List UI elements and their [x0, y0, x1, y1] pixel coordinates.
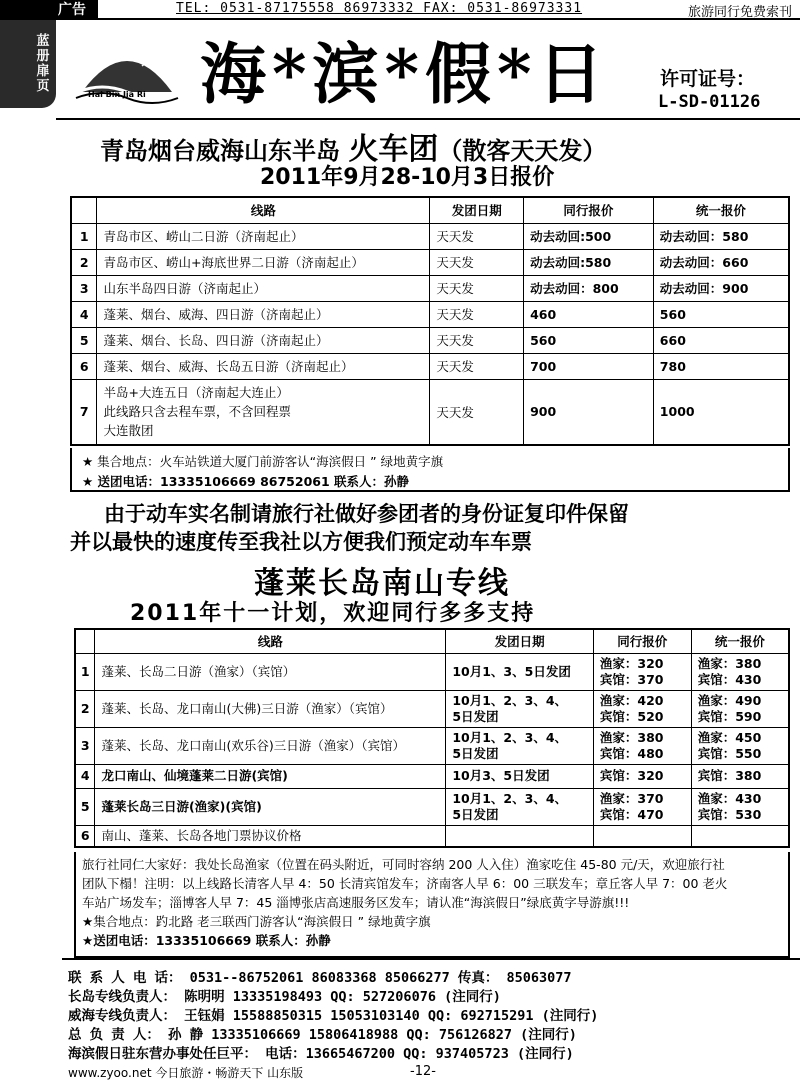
train-tour-footer [70, 448, 790, 492]
page-number: -12- [410, 1064, 436, 1079]
company-logo [72, 40, 182, 110]
divider [62, 958, 800, 960]
table-row: 2 蓬莱、长岛、龙口南山(大佛)三日游（渔家）（宾馆） 10月1、2、3、4、 5日发团 渔家：420 宾馆：520 渔家：490 宾馆：590 [75, 690, 789, 727]
ad-tag: 广告 [0, 0, 98, 20]
contact-row: 海滨假日驻东营办事处任巨平： 电话：13665467200 QQ: 937405723 (注同行) [68, 1046, 574, 1062]
top-bar [0, 0, 800, 20]
section2-heading: 蓬莱长岛南山专线 [254, 566, 510, 601]
contact-row: 总 负 责 人： 孙 静 13335106669 15806418988 QQ: 756126827 (注同行) [68, 1027, 577, 1043]
id-card-notice: 由于动车实名制请旅行社做好参团者的身份证复印件保留 并以最快的速度传至我社以方便我们预定动车车票 [70, 501, 629, 554]
col-unified-price: 统一报价 [653, 197, 789, 223]
col-date: 发团日期 [430, 197, 524, 223]
free-catalog-note: 旅游同行免费索刊 [687, 5, 792, 20]
col-route: 线路 [95, 629, 446, 653]
table-header-row [75, 629, 789, 653]
table-row: 5 蓬莱长岛三日游(渔家)(宾馆) 10月1、2、3、4、 5日发团 渔家：370 宾馆：470 渔家：430 宾馆：530 [75, 788, 789, 825]
table-row: 5 蓬莱、烟台、长岛、四日游（济南起止） 天天发 560 660 [71, 327, 789, 353]
col-route: 线路 [97, 197, 430, 223]
table-row: 6 蓬莱、烟台、威海、长岛五日游（济南起止） 天天发 700 780 [71, 353, 789, 379]
contact-list [62, 962, 800, 1062]
table-row: 1 蓬莱、长岛二日游（渔家）（宾馆） 10月1、3、5日发团 渔家：320 宾馆：370 渔家：380 宾馆：430 [75, 653, 789, 690]
license-label: 许可证号： [660, 68, 756, 90]
penglai-changdao-table [74, 628, 790, 848]
col-unified-price: 统一报价 [691, 629, 789, 653]
license-number: L-SD-01126 [658, 92, 761, 112]
footer-text: www.zyoo.net 今日旅游・畅游天下 山东版 [68, 1066, 304, 1080]
section1-heading: 青岛烟台威海山东半岛 火车团（散客天天发） [100, 132, 607, 167]
header-contact-line: TEL: 0531-87175558 86973332 FAX: 0531-86973331 [176, 1, 583, 16]
table-row: 4 龙口南山、仙境蓬莱二日游(宾馆) 10月3、5日发团 宾馆：320 宾馆：380 [75, 764, 789, 788]
table-row: 1 青岛市区、崂山二日游（济南起止） 天天发 动去动回:500 动去动回：580 [71, 223, 789, 249]
col-peer-price: 同行报价 [593, 629, 691, 653]
table-row: 7 半岛+大连五日（济南起大连止） 此线路只含去程车票，不含回程票 大连散团 天天发 900 1000 [71, 379, 789, 445]
table-row: 3 蓬莱、长岛、龙口南山(欢乐谷)三日游（渔家）（宾馆） 10月1、2、3、4、 5日发团 渔家：380 宾馆：480 渔家：450 宾馆：550 [75, 727, 789, 764]
section2-subheading: 2011年十一计划，欢迎同行多多支持 [130, 601, 536, 626]
table-row: 4 蓬莱、烟台、威海、四日游（济南起止） 天天发 460 560 [71, 301, 789, 327]
side-tab [0, 20, 56, 108]
train-tour-table [70, 196, 790, 446]
section1-subheading: 2011年9月28-10月3日报价 [260, 165, 555, 190]
contact-row: 联 系 人 电 话： 0531--86752061 86083368 85066277 传真： 85063077 [68, 970, 572, 986]
contact-row: 威海专线负责人： 王钰娟 15588850315 15053103140 QQ: 692715291 (注同行) [68, 1008, 599, 1024]
table-header-row [71, 197, 789, 223]
divider [56, 118, 800, 120]
col-date: 发团日期 [446, 629, 594, 653]
brand-title: 海*滨*假*日 [200, 35, 610, 113]
table-row: 2 青岛市区、崂山+海底世界二日游（济南起止） 天天发 动去动回:580 动去动回：660 [71, 249, 789, 275]
contact-phone: ★ 送团电话：13335106669 86752061 联系人：孙静 [82, 474, 410, 489]
logo-caption: Hai Bin Jia Ri [88, 90, 146, 99]
side-tab-label: 蓝册扉页 [36, 34, 50, 94]
table-row: 6 南山、蓬莱、长岛各地门票协议价格 [75, 825, 789, 847]
col-peer-price: 同行报价 [524, 197, 654, 223]
fishing-home-notice: 旅行社同仁大家好：我处长岛渔家（位置在码头附近，可同时容纳 200 人入住）渔家吃住 45-80 元/天，欢迎旅行社 团队下榻！注明：以上线路长清客人早 4：50 长清宾馆发车；济南客人早 6：00 三联发车；章丘客人早 7：00 老火 车站广场发车；淄博客人早 7：45 淄博张店高速服务区发车；请认准“海滨假日”绿底黄字导游旗!!! ★集合地点：趵北路 老三联西门游客认“海滨假日 ” 绿地黄字旗 ★送团电话：13335106669 联系人：孙静 [74, 852, 790, 958]
meeting-point: ★ 集合地点：火车站铁道大厦门前游客认“海滨假日 ” 绿地黄字旗 [82, 454, 444, 469]
contact-row: 长岛专线负责人： 陈明明 13335198493 QQ: 527206076 (注同行) [68, 989, 501, 1005]
table-row: 3 山东半岛四日游（济南起止） 天天发 动去动回：800 动去动回：900 [71, 275, 789, 301]
